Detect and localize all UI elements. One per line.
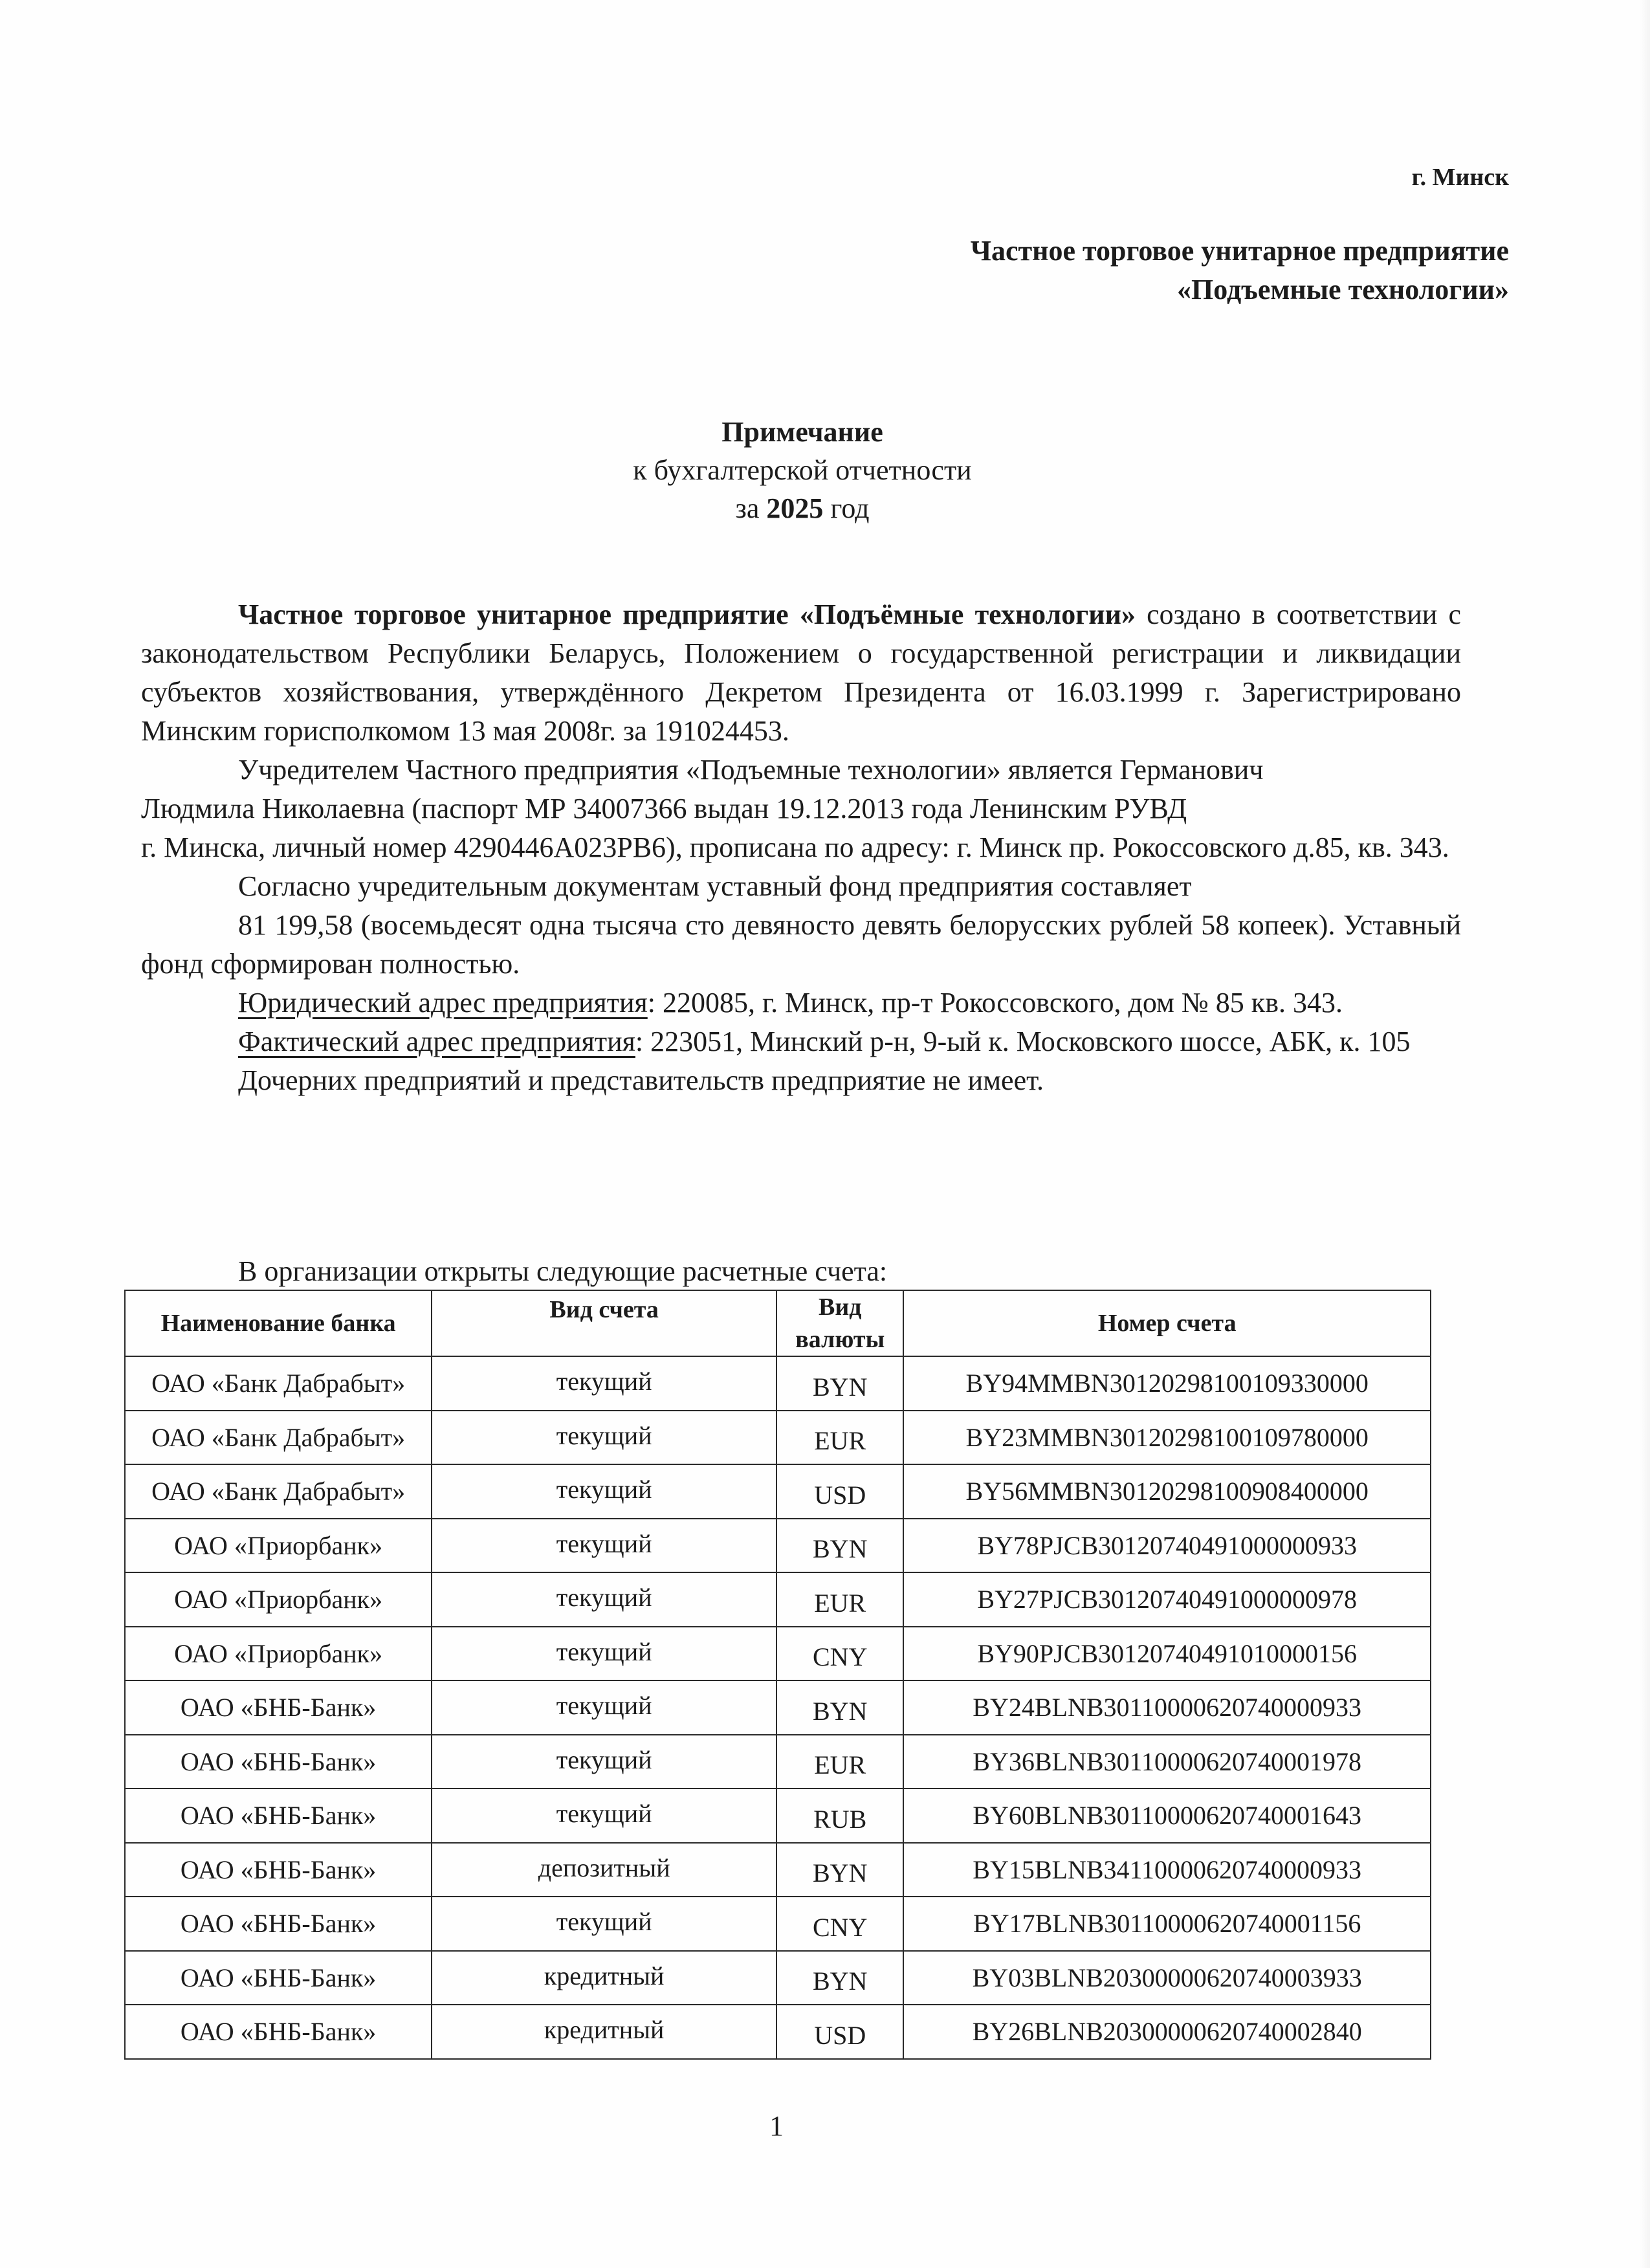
header-account-type: Вид счета (432, 1290, 776, 1356)
cell-account-number: BY23MMBN30120298100109780000 (903, 1411, 1431, 1465)
document-subtitle: к бухгалтерской отчетности (633, 454, 972, 486)
paragraph-subsidiaries: Дочерних предприятий и представительств предприятие не имеет. (238, 1064, 1044, 1096)
cell-currency: CNY (776, 1897, 903, 1951)
cell-currency: EUR (776, 1411, 903, 1465)
paragraph-legal-address (141, 984, 1461, 1022)
cell-account-number: BY27PJCB30120740491000000978 (903, 1572, 1431, 1627)
cell-type: текущий (432, 1789, 776, 1843)
cell-type: текущий (432, 1897, 776, 1951)
table-row (125, 1464, 1431, 1519)
cell-account-number: BY26BLNB20300000620740002840 (903, 2005, 1431, 2059)
paragraph-founder-line2: Людмила Николаевна (паспорт МР 34007366 выдан 19.12.2013 года Ленинским РУВД (141, 793, 1187, 824)
actual-address-value: : 223051, Минский р-н, 9-ый к. Московского шоссе, АБК, к. 105 (635, 1026, 1411, 1057)
cell-currency: BYN (776, 1356, 903, 1411)
cell-bank: ОАО «БНБ-Банк» (125, 1735, 432, 1789)
table-row (125, 1735, 1431, 1789)
cell-bank: ОАО «БНБ-Банк» (125, 1843, 432, 1897)
bank-accounts-table (124, 1290, 1431, 2060)
page-number: 1 (769, 2110, 784, 2142)
report-period (0, 489, 1605, 527)
cell-account-number: BY15BLNB34110000620740000933 (903, 1843, 1431, 1897)
cell-currency: BYN (776, 1843, 903, 1897)
header-account-number: Номер счета (903, 1290, 1431, 1356)
cell-bank: ОАО «БНБ-Банк» (125, 2005, 432, 2059)
table-row (125, 1411, 1431, 1465)
cell-currency: USD (776, 1464, 903, 1519)
cell-type: текущий (432, 1572, 776, 1627)
cell-account-number: BY56MMBN30120298100908400000 (903, 1464, 1431, 1519)
company-name-bold: Частное торговое унитарное предприятие «Подъёмные технологии» (238, 599, 1136, 630)
header-currency-line1: Вид (819, 1294, 862, 1321)
paragraph-founder-line1: Учредителем Частного предприятия «Подъемные технологии» является Германович (238, 754, 1264, 786)
actual-address-label: Фактический адрес предприятия (238, 1026, 635, 1057)
document-body (141, 595, 1461, 1100)
cell-bank: ОАО «БНБ-Банк» (125, 1680, 432, 1735)
table-row (125, 1789, 1431, 1843)
cell-bank: ОАО «Приорбанк» (125, 1627, 432, 1681)
cell-currency: EUR (776, 1572, 903, 1627)
table-row (125, 1680, 1431, 1735)
cell-bank: ОАО «Приорбанк» (125, 1572, 432, 1627)
cell-type: депозитный (432, 1843, 776, 1897)
cell-bank: ОАО «БНБ-Банк» (125, 1951, 432, 2005)
table-row (125, 1897, 1431, 1951)
cell-bank: ОАО «БНБ-Банк» (125, 1789, 432, 1843)
table-row (125, 1951, 1431, 2005)
cell-type: текущий (432, 1735, 776, 1789)
cell-account-number: BY90PJCB30120740491010000156 (903, 1627, 1431, 1681)
cell-bank: ОАО «Банк Дабрабыт» (125, 1411, 432, 1465)
cell-type: текущий (432, 1680, 776, 1735)
cell-type: текущий (432, 1519, 776, 1573)
legal-address-value: : 220085, г. Минск, пр-т Рокоссовского, дом № 85 кв. 343. (647, 987, 1343, 1018)
report-year: 2025 (766, 492, 824, 524)
city-label: г. Минск (1411, 164, 1509, 191)
cell-bank: ОАО «Банк Дабрабыт» (125, 1356, 432, 1411)
cell-account-number: BY94MMBN30120298100109330000 (903, 1356, 1431, 1411)
paragraph-registration (141, 595, 1461, 751)
cell-type: текущий (432, 1627, 776, 1681)
cell-type: кредитный (432, 2005, 776, 2059)
cell-currency: BYN (776, 1951, 903, 2005)
cell-currency: BYN (776, 1680, 903, 1735)
cell-bank: ОАО «Приорбанк» (125, 1519, 432, 1573)
paragraph-capital-line2: 81 199,58 (восемьдесят одна тысяча сто девяносто девять белорусских рублей 58 копеек). Уставный фонд сформирован полностью. (141, 909, 1461, 980)
cell-type: кредитный (432, 1951, 776, 2005)
cell-bank: ОАО «БНБ-Банк» (125, 1897, 432, 1951)
document-title-block (0, 413, 1605, 527)
organization-header (971, 232, 1509, 309)
year-prefix: за (735, 492, 760, 524)
cell-account-number: BY78PJCB30120740491000000933 (903, 1519, 1431, 1573)
cell-currency: EUR (776, 1735, 903, 1789)
table-header-row (125, 1290, 1431, 1356)
organization-name-line2: «Подъемные технологии» (1176, 274, 1509, 305)
document-title: Примечание (721, 416, 883, 448)
header-currency (776, 1290, 903, 1356)
paragraph-capital-line1: Согласно учредительным документам уставный фонд предприятия составляет (238, 870, 1192, 902)
cell-bank: ОАО «Банк Дабрабыт» (125, 1464, 432, 1519)
cell-type: текущий (432, 1411, 776, 1465)
cell-type: текущий (432, 1356, 776, 1411)
table-row (125, 1356, 1431, 1411)
cell-account-number: BY24BLNB30110000620740000933 (903, 1680, 1431, 1735)
cell-account-number: BY60BLNB30110000620740001643 (903, 1789, 1431, 1843)
table-row (125, 1519, 1431, 1573)
registration-text: создано в соответствии с законодательством Республики Беларусь, Положением о государственной регистрации и ликвидации субъектов хозяйствования, утверждённого Декретом Президента от 16.03.1999 г. Зарегистрировано Минским горисполкомом 13 мая 2008г. за 191024453. (141, 599, 1461, 747)
paragraph-founder-line3: г. Минска, личный номер 4290446А023РВ6), прописана по адресу: г. Минск пр. Рокоссовского д.85, кв. 343. (141, 831, 1449, 863)
cell-account-number: BY17BLNB30110000620740001156 (903, 1897, 1431, 1951)
table-row (125, 1572, 1431, 1627)
table-row (125, 1843, 1431, 1897)
header-bank-name: Наименование банка (125, 1290, 432, 1356)
organization-name-line1: Частное торговое унитарное предприятие (970, 235, 1509, 267)
cell-currency: RUB (776, 1789, 903, 1843)
table-row (125, 1627, 1431, 1681)
cell-account-number: BY36BLNB30110000620740001978 (903, 1735, 1431, 1789)
cell-type: текущий (432, 1464, 776, 1519)
scan-edge-shadow (1640, 0, 1650, 2268)
accounts-table-intro: В организации открыты следующие расчетные счета: (238, 1255, 888, 1287)
year-suffix: год (830, 492, 870, 524)
cell-currency: USD (776, 2005, 903, 2059)
table-row (125, 2005, 1431, 2059)
paragraph-actual-address (141, 1022, 1461, 1061)
legal-address-label: Юридический адрес предприятия (238, 987, 648, 1018)
cell-currency: BYN (776, 1519, 903, 1573)
header-currency-line2: валюты (795, 1326, 885, 1353)
cell-currency: CNY (776, 1627, 903, 1681)
cell-account-number: BY03BLNB20300000620740003933 (903, 1951, 1431, 2005)
